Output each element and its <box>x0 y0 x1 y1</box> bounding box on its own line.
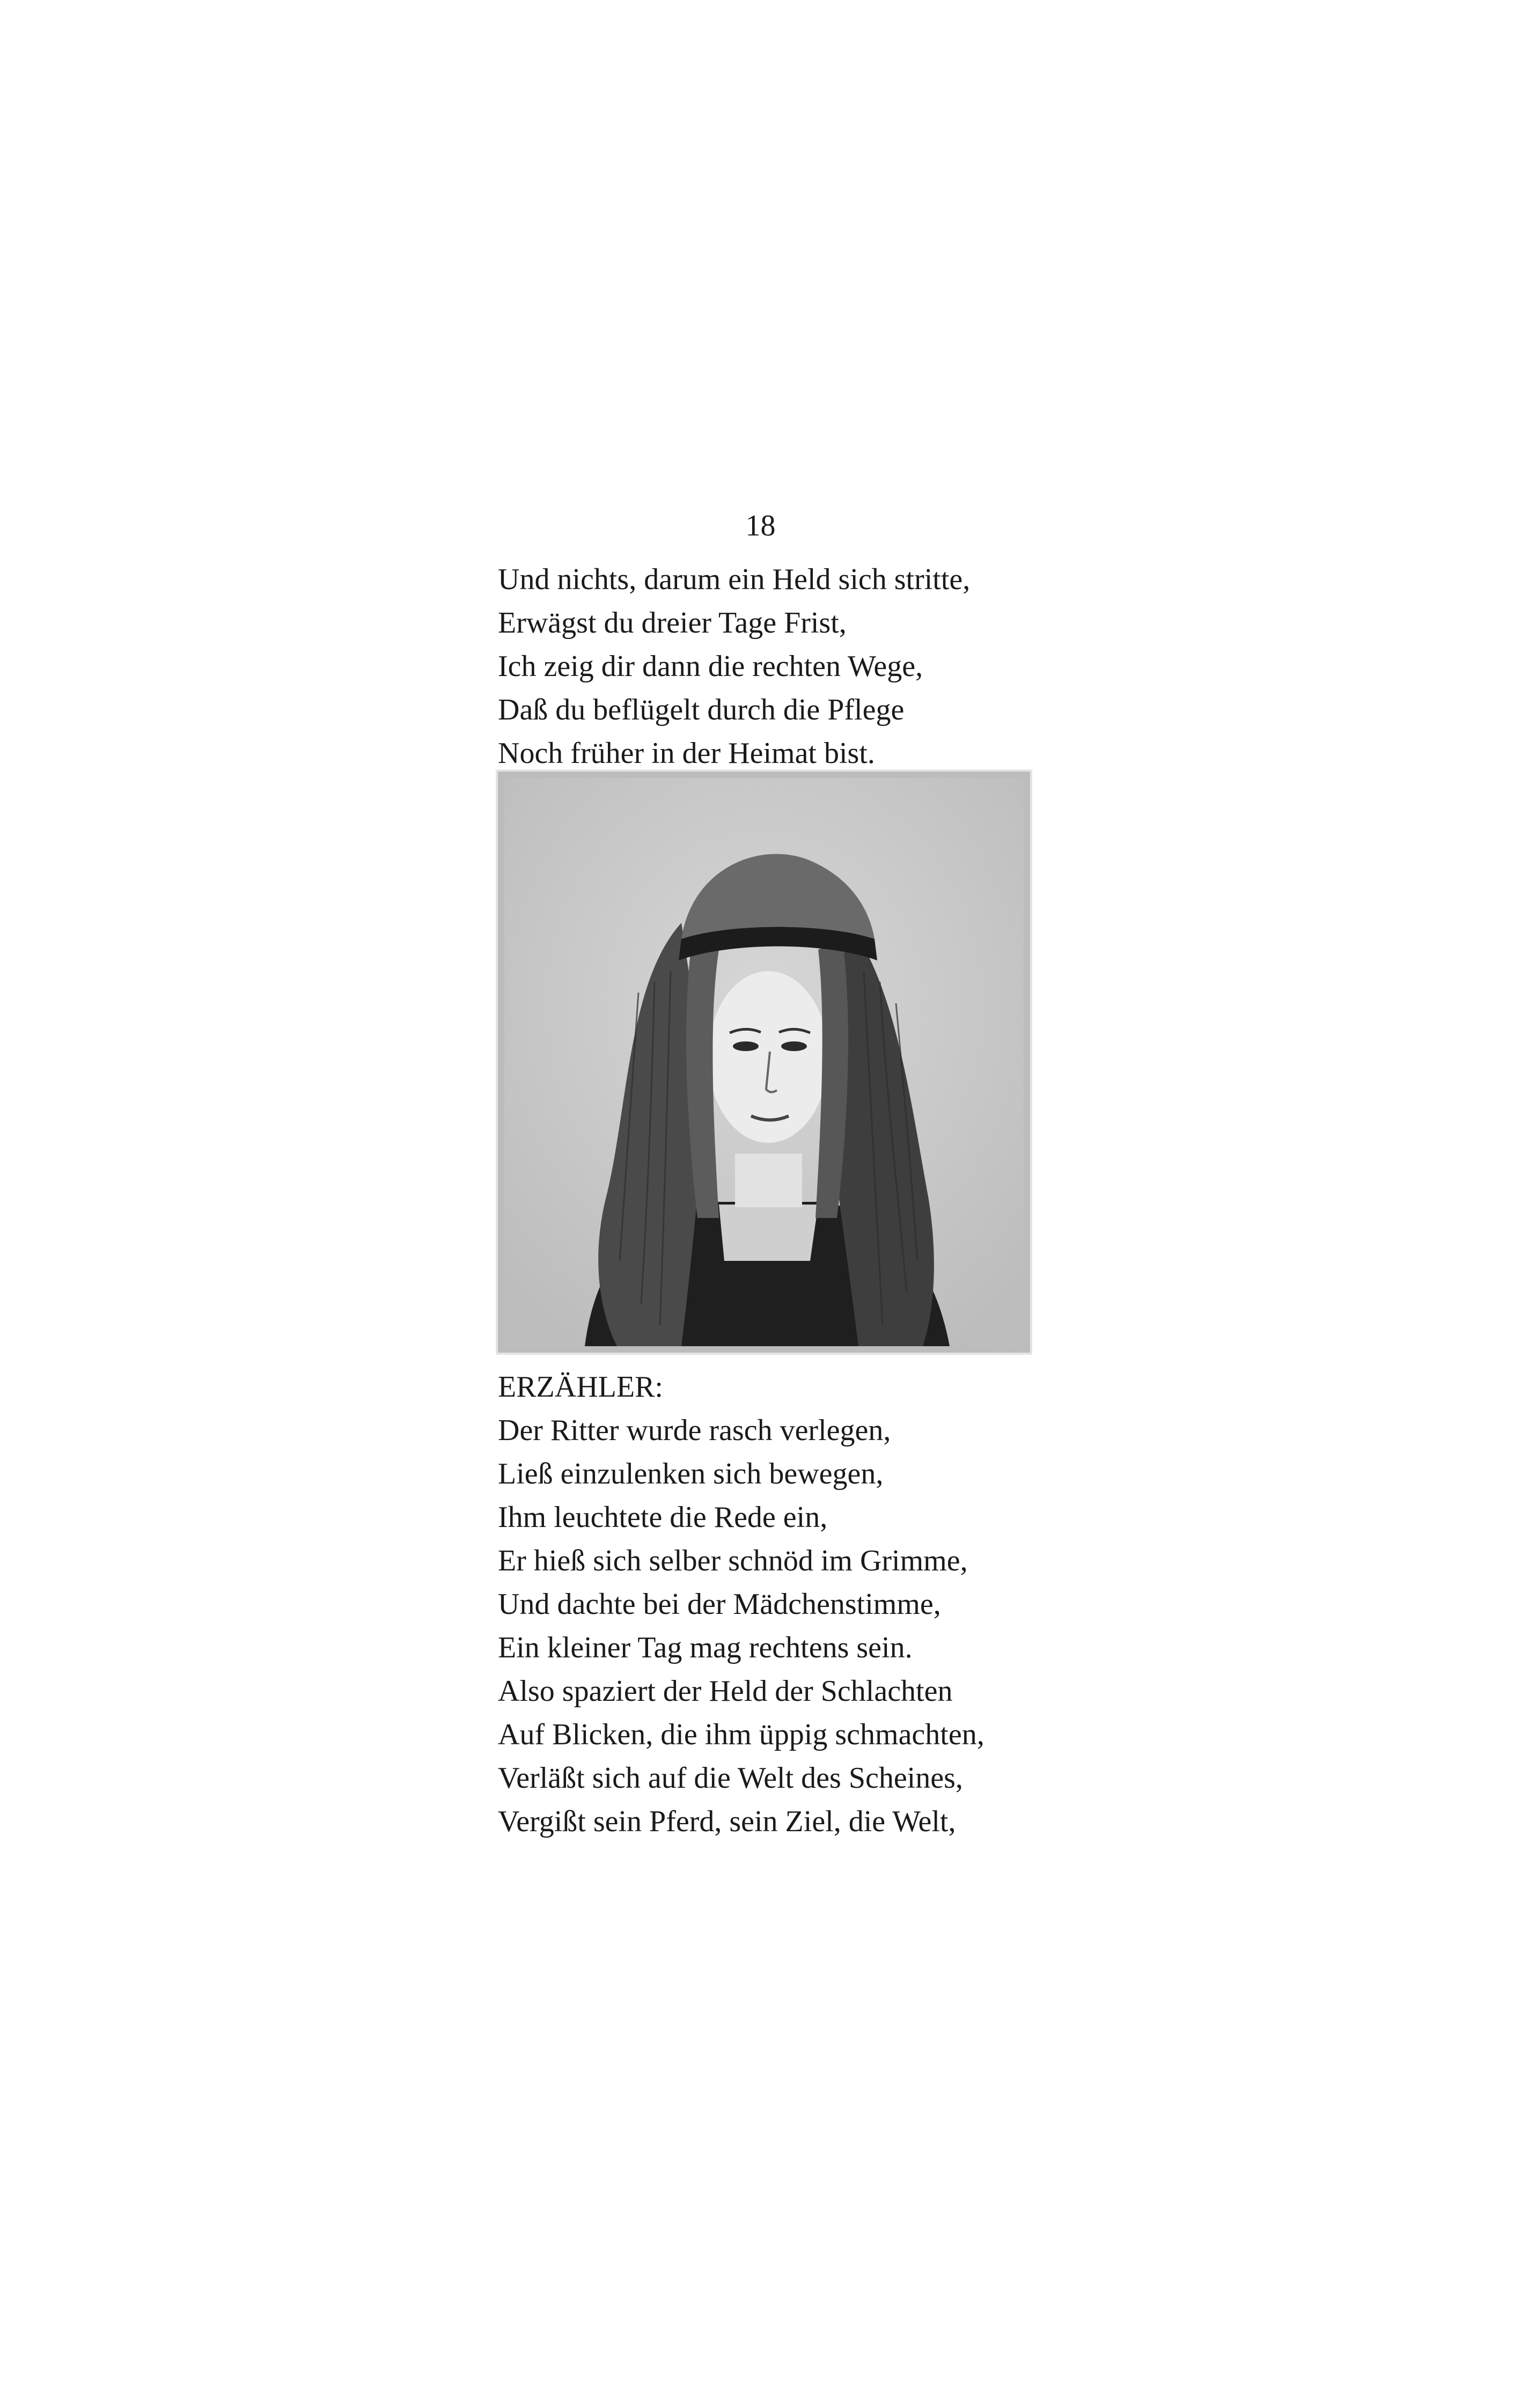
verse-line: Noch früher in der Heimat bist. <box>498 737 875 770</box>
verse-line: Vergißt sein Pferd, sein Ziel, die Welt, <box>498 1805 956 1838</box>
verse-line: Ließ einzulenken sich bewegen, <box>498 1457 884 1491</box>
verse-line: Also spaziert der Held der Schlachten <box>498 1675 953 1708</box>
speaker-label: ERZÄHLER: <box>498 1370 663 1404</box>
stanza-bottom <box>498 1365 1088 1844</box>
page-number: 18 <box>745 509 776 542</box>
verse-line: Ihm leuchtete die Rede ein, <box>498 1501 828 1534</box>
verse-line: Verläßt sich auf die Welt des Scheines, <box>498 1761 963 1795</box>
verse-line: Er hieß sich selber schnöd im Grimme, <box>498 1544 968 1577</box>
verse-line: Daß du beflügelt durch die Pflege <box>498 693 905 726</box>
verse-line: Ich zeig dir dann die rechten Wege, <box>498 650 923 683</box>
verse-line: Erwägst du dreier Tage Frist, <box>498 606 847 640</box>
verse-line: Auf Blicken, die ihm üppig schmachten, <box>498 1718 984 1751</box>
portrait-drawing <box>504 778 1024 1346</box>
portrait-illustration <box>498 772 1030 1353</box>
stanza-top <box>498 558 1088 775</box>
verse-line: Und nichts, darum ein Held sich stritte, <box>498 563 971 596</box>
verse-line: Der Ritter wurde rasch verlegen, <box>498 1414 891 1447</box>
verse-line: Und dachte bei der Mädchenstimme, <box>498 1588 941 1621</box>
verse-line: Ein kleiner Tag mag rechtens sein. <box>498 1631 913 1664</box>
